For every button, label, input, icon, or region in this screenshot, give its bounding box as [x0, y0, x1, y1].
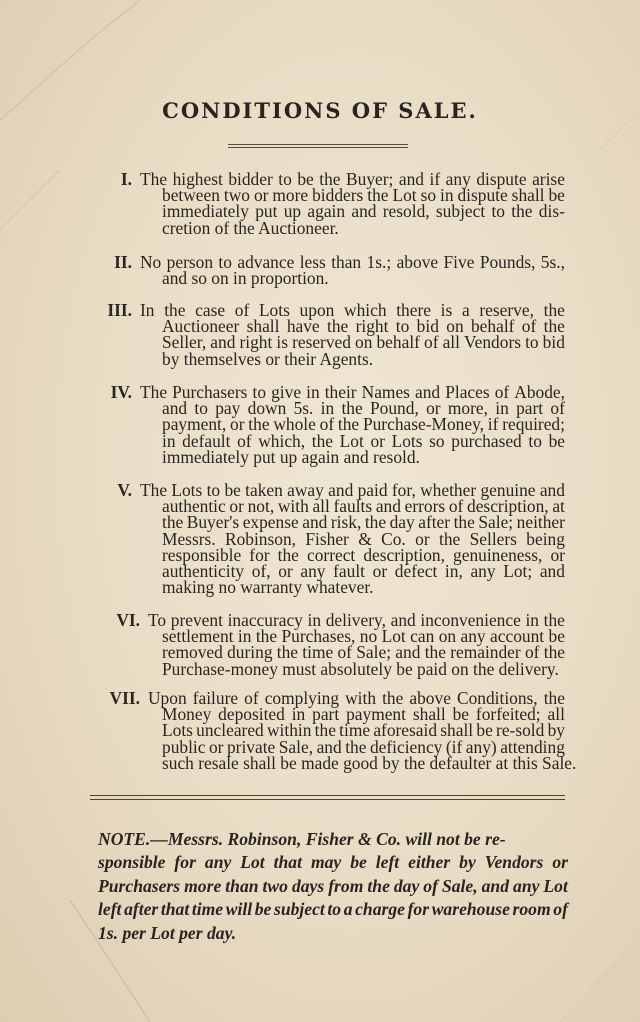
condition-line: immediately put up again and resold, subject to the dis- [162, 201, 565, 222]
condition-line: authentic or not, with all faults and errors of description, at [162, 496, 565, 517]
condition-line: by themselves or their Agents. [162, 348, 374, 369]
condition-line: and so on in proportion. [162, 268, 329, 289]
condition-line: settlement in the Purchases, no Lot can on any account be [162, 626, 565, 647]
condition-line: Upon failure of complying with the above Conditions, the [148, 688, 565, 708]
condition-line: The Purchasers to give in their Names and Places of Abode, [140, 382, 565, 402]
condition-line: To prevent inaccuracy in delivery, and inconvenience in the [148, 610, 565, 630]
condition-line: immediately put up again and resold. [162, 446, 420, 467]
title-divider [228, 144, 408, 148]
condition-line: and to pay down 5s. in the Pound, or more, in part of [162, 398, 565, 419]
note-line: 1s. per Lot per day. [98, 922, 237, 943]
condition-line: No person to advance less than 1s.; above Five Pounds, 5s., [140, 252, 565, 272]
condition-number: VI. [116, 610, 140, 630]
condition-number: VII. [109, 688, 140, 708]
note-line: sponsible for any Lot that may be left either by Vendors or [98, 852, 568, 873]
condition-line: making no warranty whatever. [162, 577, 374, 598]
condition-line: Lots uncleared within the time aforesaid shall be re-sold by [162, 720, 565, 741]
condition-line: Money deposited in part payment shall be forfeited; all [162, 704, 565, 725]
note-line: NOTE.—Messrs. Robinson, Fisher & Co. will not be re- [98, 829, 506, 849]
condition-line: authenticity of, or any fault or defect in, any Lot; and [162, 561, 565, 581]
condition-line: cretion of the Auctioneer. [162, 217, 339, 238]
section-divider [90, 795, 565, 800]
condition-line: removed during the time of Sale; and the remainder of the [162, 642, 565, 663]
condition-line: between two or more bidders the Lot so in dispute shall be [162, 185, 565, 206]
condition-line: responsible for the correct description, genuineness, or [162, 544, 565, 565]
condition-line: payment, or the whole of the Purchase-Money, if required; [162, 414, 565, 435]
condition-line: The Lots to be taken away and paid for, whether genuine and [140, 480, 565, 500]
condition-line: public or private Sale, and the deficiency (if any) attending [162, 736, 565, 757]
condition-line: such resale shall be made good by the defaulter at this Sale. [162, 752, 577, 773]
condition-line: the Buyer's expense and risk, the day after the Sale; neither [162, 512, 565, 533]
note-line: Purchasers more than two days from the day of Sale, and any Lot [98, 875, 568, 896]
condition-number: III. [107, 300, 132, 320]
note-paragraph [98, 828, 568, 945]
condition-number: I. [120, 169, 132, 189]
condition-line: Seller, and right is reserved on behalf of all Vendors to bid [162, 332, 565, 353]
condition-number: V. [117, 480, 132, 500]
note-line: left after that time will be subject to a charge for warehouse room of [98, 899, 568, 920]
condition-line: Messrs. Robinson, Fisher & Co. or the Sellers being [162, 528, 565, 549]
page-title: CONDITIONS OF SALE. [162, 98, 478, 123]
condition-line: In the case of Lots upon which there is a reserve, the [140, 300, 565, 320]
condition-number: IV. [110, 382, 132, 402]
condition-number: II. [114, 252, 132, 272]
condition-line: in default of which, the Lot or Lots so purchased to be [162, 430, 565, 451]
condition-line: Auctioneer shall have the right to bid on behalf of the [162, 316, 565, 337]
condition-line: Purchase-money must absolutely be paid on the delivery. [162, 658, 559, 679]
condition-line: The highest bidder to be the Buyer; and if any dispute arise [140, 169, 565, 189]
